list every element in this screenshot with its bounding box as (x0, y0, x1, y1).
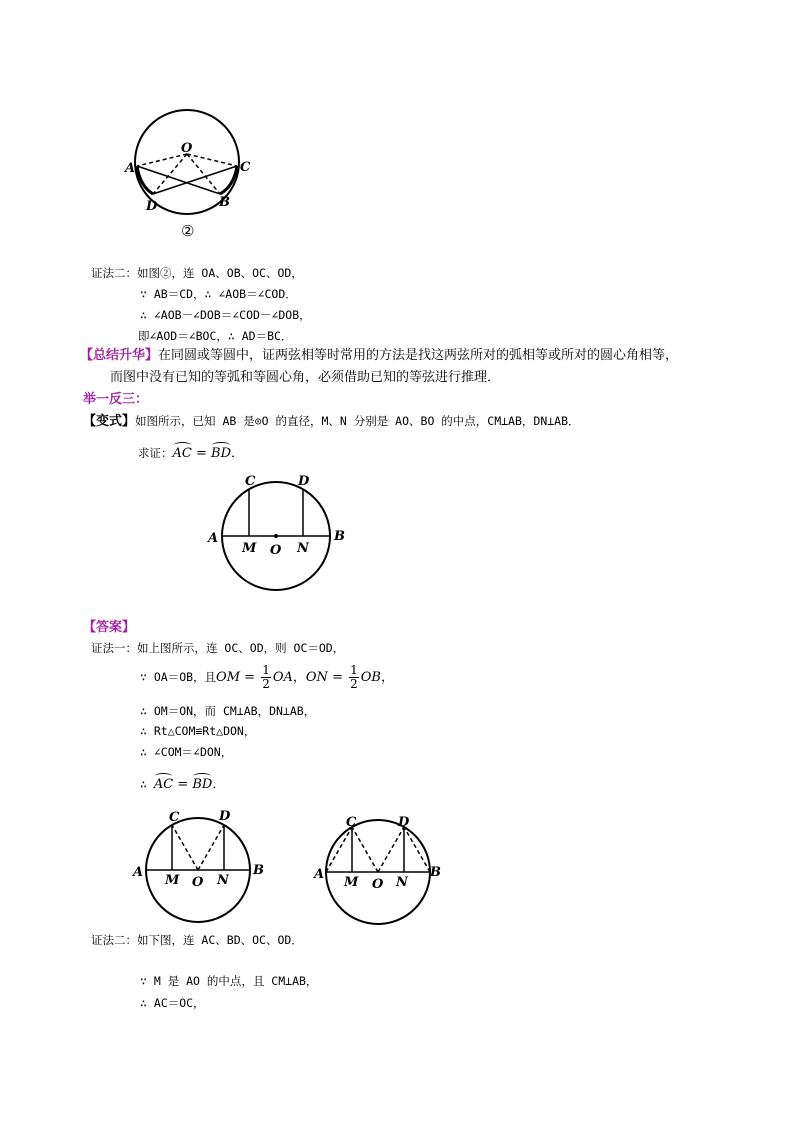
figure-caption: ② (181, 222, 195, 240)
label-c: C (245, 474, 256, 489)
arc-ac-label: AC (153, 777, 174, 792)
proof2b-line3: ∴ AC＝OC， (140, 996, 205, 1010)
answer-line2-suffix: ， (380, 670, 394, 685)
prove-prefix: 求证： (138, 446, 173, 460)
proof2-line1: 证法二：如图②，连 OA、OB、OC、OD， (91, 266, 303, 280)
summary-line2: 而图中没有已知的等弧和等圆心角，必须借助已知的等弦进行推理． (110, 370, 501, 385)
label-a: A (125, 161, 136, 176)
fraction-denominator: 2 (350, 677, 358, 691)
label-d: D (298, 474, 310, 489)
answer-line6-suffix: ． (212, 777, 226, 792)
proof2b-line2: ∵ M 是 AO 的中点，且 CM⊥AB， (140, 974, 318, 988)
eq-3: = (173, 777, 193, 792)
label-a: A (133, 865, 144, 880)
summary-text-1: 在同圆或等圆中，证两弦相等时常用的方法是找这两弦所对的弧相等或所对的圆心角相等， (158, 348, 679, 363)
prove-suffix: ． (231, 446, 245, 461)
proof2-line2: ∵ AB＝CD，∴ ∠AOB＝∠COD． (140, 287, 297, 301)
summary-tag: 【总结升华】 (80, 348, 159, 363)
comma-1: ， (292, 670, 306, 685)
fraction-denominator: 2 (262, 677, 270, 691)
segment-ac (326, 827, 352, 872)
prove-eq: = (191, 446, 212, 461)
label-o: O (181, 141, 193, 156)
label-a: A (314, 867, 325, 882)
label-d: D (146, 199, 158, 214)
proof2-line3: ∴ ∠AOB－∠DOB＝∠COD－∠DOB， (140, 308, 311, 322)
label-b: B (253, 863, 264, 878)
answer-line2-prefix: ∵ OA＝OB，且 (140, 670, 217, 684)
label-m: M (165, 873, 180, 888)
answer-line4: ∴ Rt△COM≌Rt△DON， (140, 724, 256, 738)
label-c: C (346, 815, 357, 830)
eq-1: = (240, 670, 260, 685)
proof2-line4: 即∠AOD＝∠BOC，∴ AD＝BC． (138, 329, 293, 343)
variant-text: 如图所示，已知 AB 是⊙O 的直径，M、N 分别是 AO、BO 的中点，CM⊥AB，DN⊥AB． (135, 414, 580, 428)
proof2b-line1: 证法二：如下图，连 AC、BD、OC、OD． (91, 933, 303, 947)
label-o: O (192, 875, 204, 890)
label-n: N (396, 875, 408, 890)
label-o: O (372, 877, 384, 892)
oa-label: OA (272, 670, 293, 685)
section-title: 举一反三： (83, 392, 149, 407)
label-c: C (240, 160, 251, 175)
label-b: B (334, 529, 345, 544)
fraction-numerator: 1 (262, 663, 270, 677)
eq-2: = (327, 670, 348, 685)
segment-od (378, 827, 404, 872)
label-n: N (217, 873, 229, 888)
label-o: O (270, 543, 282, 558)
label-a: A (208, 531, 219, 546)
arc-ac-label: AC (172, 446, 192, 461)
label-m: M (242, 541, 257, 556)
om-label: OM (216, 670, 241, 685)
answer-line1: 证法一：如上图所示，连 OC、OD，则 OC＝OD， (91, 641, 345, 655)
answer-tag: 【答案】 (83, 620, 136, 635)
label-b: B (219, 195, 230, 210)
ob-label: OB (360, 670, 381, 685)
label-c: C (169, 810, 180, 825)
label-b: B (430, 865, 441, 880)
answer-line6-prefix: ∴ (140, 777, 154, 791)
on-label: ON (305, 670, 328, 685)
fraction-numerator: 1 (350, 663, 358, 677)
arc-bd-label: BD (211, 446, 231, 461)
label-n: N (297, 541, 309, 556)
answer-line3: ∴ OM＝ON，而 CM⊥AB，DN⊥AB， (140, 704, 316, 718)
answer-line5: ∴ ∠COM＝∠DON， (140, 745, 233, 759)
label-d: D (398, 815, 410, 830)
segment-bd (404, 827, 430, 872)
label-d: D (219, 809, 231, 824)
label-m: M (344, 875, 359, 890)
arc-bd-label: BD (192, 777, 213, 792)
variant-tag: 【变式】 (83, 414, 136, 429)
segment-oc (352, 827, 378, 872)
